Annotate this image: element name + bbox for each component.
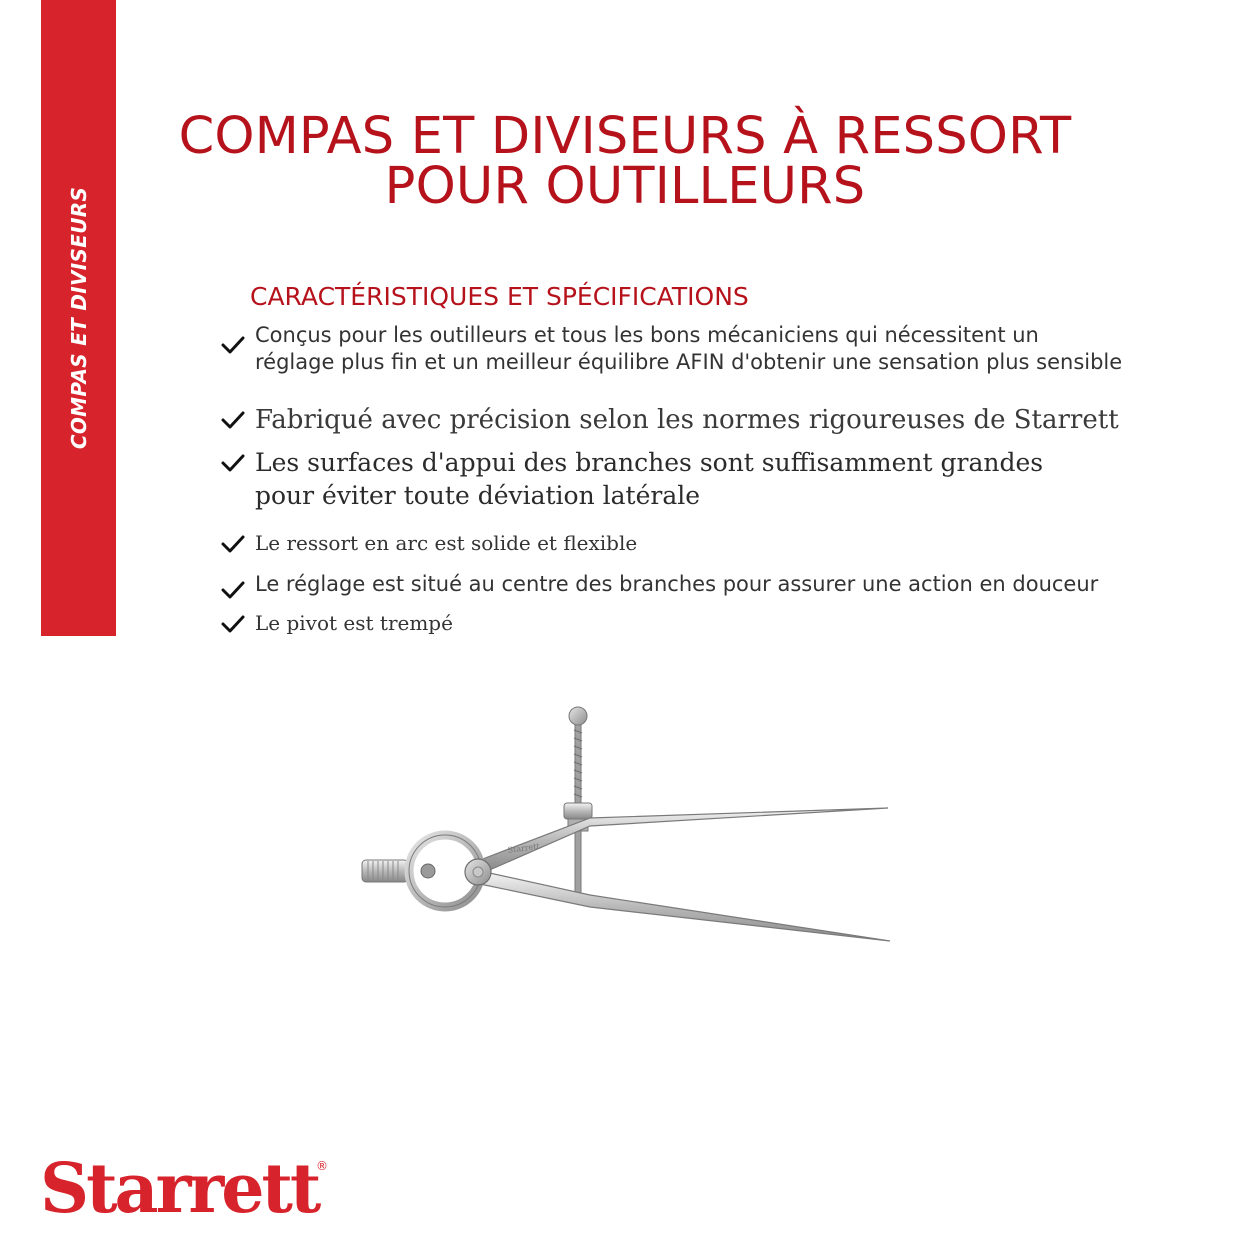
title-line-1: COMPAS ET DIVISEURS À RESSORT (178, 107, 1072, 166)
product-engraving: Starrett (507, 841, 541, 855)
feature-text: Le ressort en arc est solide et flexible (255, 531, 638, 555)
logo-text: Starrett (40, 1149, 319, 1229)
feature-text: Conçus pour les outilleurs et tous les bons mécaniciens qui nécessitent un réglage plus fin et un meilleur équilibre AFIN d'obtenir une sensation plus sensible (255, 323, 1123, 374)
feature-text: Le pivot est trempé (255, 611, 453, 635)
feature-text: Le réglage est situé au centre des branches pour assurer une action en douceur (255, 572, 1099, 596)
title-line-2: POUR OUTILLEURS (384, 157, 866, 216)
check-icon (220, 452, 246, 474)
starrett-logo (40, 1140, 340, 1230)
feature-text: Les surfaces d'appui des branches sont suffisamment grandes pour éviter toute déviation latérale (255, 448, 1044, 510)
check-icon (220, 613, 246, 635)
registered-mark: ® (316, 1159, 328, 1173)
feature-text: Fabriqué avec précision selon les normes rigoureuses de Starrett (255, 405, 1119, 435)
page-title (120, 107, 1130, 216)
side-label: COMPAS ET DIVISEURS (66, 186, 91, 450)
check-icon (220, 334, 246, 356)
check-icon (220, 579, 246, 601)
product-image (350, 700, 910, 960)
section-title: CARACTÉRISTIQUES ET SPÉCIFICATIONS (250, 282, 749, 311)
check-icon (220, 533, 246, 555)
check-icon (220, 409, 246, 431)
side-band (41, 0, 116, 636)
